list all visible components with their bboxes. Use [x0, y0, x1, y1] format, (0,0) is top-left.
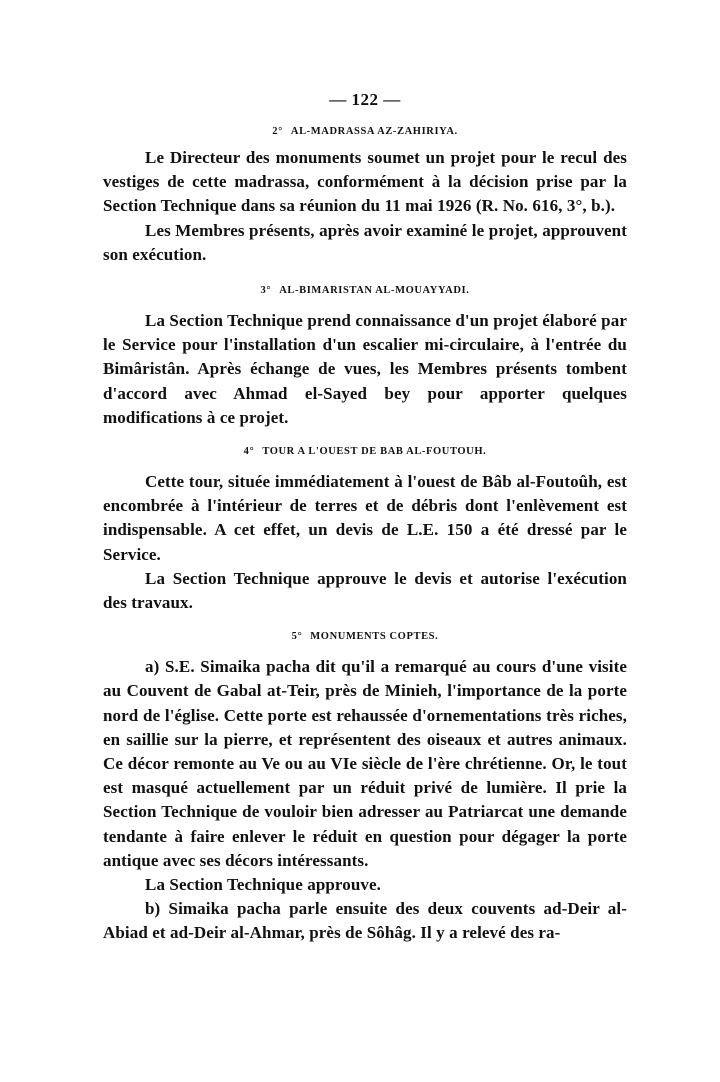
paragraph: a) S.E. Simaika pacha dit qu'il a remarqué au cours d'une visite au Couvent de Gabal at-Teir, près de Minieh, l'importance de la porte nord de l'église. Cette porte est rehaussée d'ornementations très riches, en saillie sur la pierre, et représentent des oiseaux et autres animaux. Ce décor remonte au Ve ou au VIe siècle de l'ère chrétienne. Or, le tout est masqué actuellement par un réduit privé de lumière. Il prie la Section Technique de vouloir bien adresser au Patriarcat une demande tendante à faire enlever le réduit en question pour dégager la porte antique avec ses décors intéressants. [103, 657, 627, 870]
section-tour-bab-al-foutouh [103, 444, 627, 615]
paragraph: La Section Technique prend connaissance d'un projet élaboré par le Service pour l'installation d'un escalier mi-circulaire, à l'entrée du Bimâristân. Après échange de vues, les Membres présents tombent d'accord avec Ahmad el-Sayed bey pour apporter quelques modifications à ce projet. [103, 311, 627, 427]
paragraph: b) Simaika pacha parle ensuite des deux couvents ad-Deir al-Abiad et ad-Deir al-Ahmar, près de Sôhâg. Il y a relevé des ra- [103, 899, 627, 943]
section-heading [103, 444, 627, 460]
section-title: MONUMENTS COPTES. [310, 631, 439, 643]
section-number: 3° [260, 285, 272, 297]
section-monuments-coptes [103, 629, 627, 945]
document-page [103, 88, 627, 946]
section-heading [103, 629, 627, 645]
section-heading [103, 124, 627, 140]
paragraph: La Section Technique approuve. [145, 875, 382, 895]
paragraph: Le Directeur des monuments soumet un projet pour le recul des vestiges de cette madrassa, conformément à la décision prise par la Section Technique dans sa réunion du 11 mai 1926 (R. No. 616, 3°, b.). [103, 148, 627, 216]
page-number: — 122 — [329, 90, 401, 109]
section-title: AL-MADRASSA AZ-ZAHIRIYA. [290, 126, 458, 137]
paragraph: Cette tour, située immédiatement à l'ouest de Bâb al-Foutoûh, est encombrée à l'intérieur de terres et de débris dont l'enlèvement est indispensable. A cet effet, un devis de L.E. 150 a été dressé par le Service. [103, 472, 627, 564]
section-number: 2° [272, 126, 283, 137]
section-number: 4° [243, 446, 255, 458]
section-bimaristan-al-mouayyadi [103, 283, 627, 430]
section-madrassa-az-zahiriya [103, 124, 627, 267]
paragraph: La Section Technique approuve le devis et autorise l'exécution des travaux. [103, 568, 627, 613]
section-heading [103, 283, 627, 299]
paragraph: Les Membres présents, après avoir examiné le projet, approuvent son exécution. [103, 220, 627, 264]
section-title: AL-BIMARISTAN AL-MOUAYYADI. [279, 285, 470, 297]
section-number: 5° [291, 631, 303, 643]
section-title: TOUR A L'OUEST DE BAB AL-FOUTOUH. [262, 446, 487, 458]
